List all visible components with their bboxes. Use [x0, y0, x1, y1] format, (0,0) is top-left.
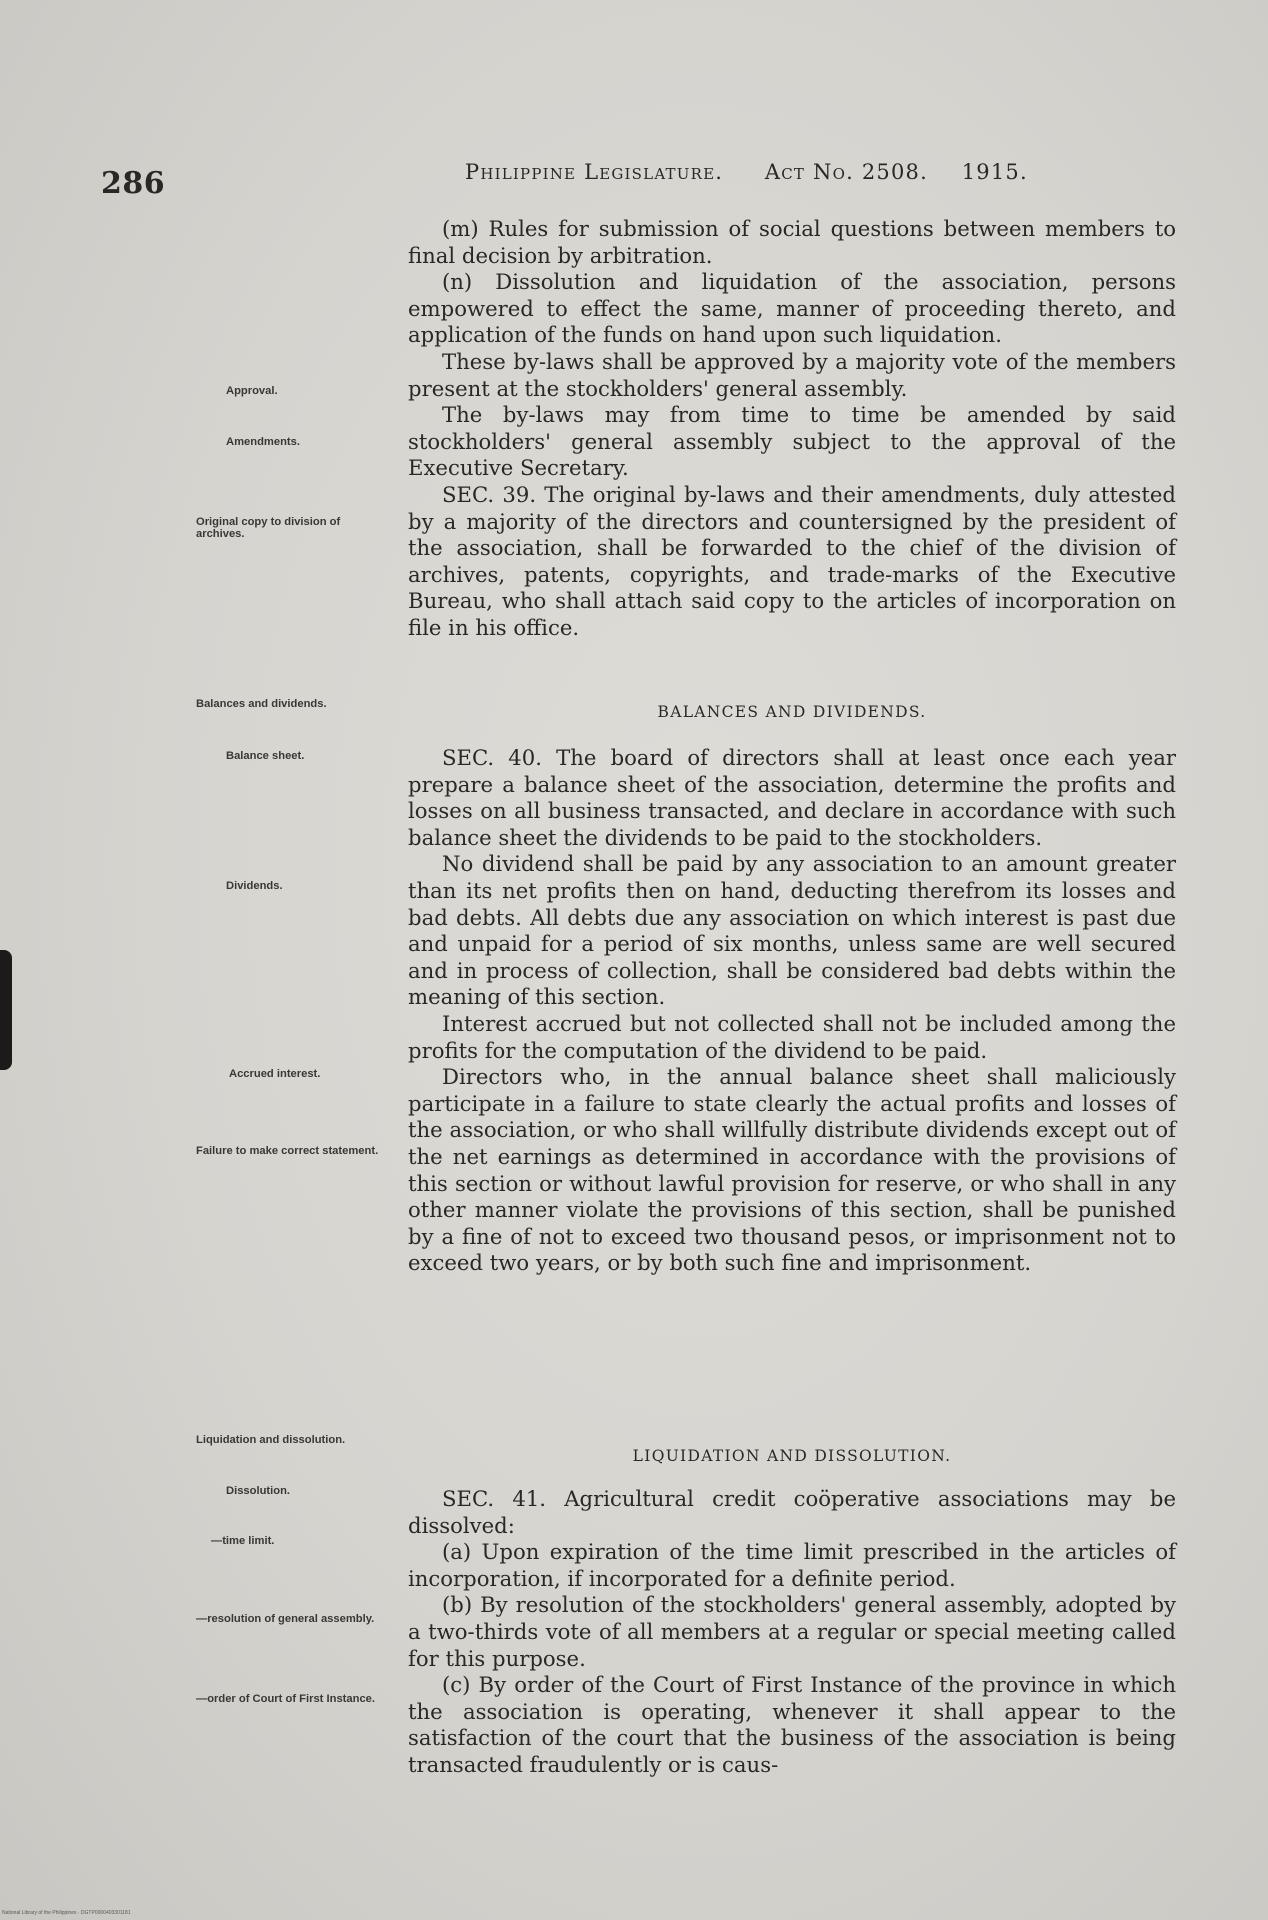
paragraph-n: (n) Dissolution and liquidation of the association, persons empowered to effect the same, manner of proceeding thereto, and application of the funds on hand upon such liquidation.: [408, 269, 1176, 348]
running-head-year: 1915.: [961, 160, 1028, 184]
paragraph-b: (b) By resolution of the stockholders' general assembly, adopted by a two-thirds vote of all members at a regular or special meeting called for this purpose.: [408, 1592, 1176, 1671]
paragraph-sec41: SEC. 41. Agricultural credit coöperative associations may be dissolved:: [408, 1486, 1176, 1538]
library-stamp: National Library of the Philippines · DGTP0000403301181: [2, 1910, 131, 1916]
margin-note-original-copy: Original copy to division of archives.: [196, 516, 341, 540]
page-number: 286: [101, 166, 166, 201]
scan-edge-shadow: [0, 950, 12, 1070]
margin-note-amendments: Amendments.: [226, 436, 300, 448]
margin-note-accrued-interest: Accrued interest.: [229, 1068, 321, 1080]
margin-note-balances-dividends: Balances and dividends.: [196, 698, 327, 710]
text-block-sec40: [408, 745, 1176, 1277]
paragraph-m: (m) Rules for submission of social questions between members to final decision by arbitration.: [408, 216, 1176, 268]
margin-note-dissolution: Dissolution.: [226, 1485, 291, 1497]
running-head-legislature: Philippine Legislature.: [465, 160, 724, 184]
paragraph-amendments: The by-laws may from time to time be amended by said stockholders' general assembly subject to the approval of the Executive Secretary.: [408, 402, 1176, 481]
paragraph-approval: These by-laws shall be approved by a majority vote of the members present at the stockholders' general assembly.: [408, 348, 1176, 401]
margin-note-approval: Approval.: [226, 385, 278, 397]
paragraph-a: (a) Upon expiration of the time limit prescribed in the articles of incorporation, if incorporated for a definite period.: [408, 1539, 1176, 1591]
margin-note-order-court: —order of Court of First Instance.: [196, 1693, 376, 1705]
margin-note-dividends: Dividends.: [226, 880, 283, 892]
paragraph-dividends: No dividend shall be paid by any association to an amount greater than its net profits then on hand, deducting therefrom its losses and bad debts. All debts due any association on which interest is past due and unpaid for a period of six months, unless same are well secured and in process of collection, shall be considered bad debts within the meaning of this section.: [408, 851, 1176, 1010]
paragraph-sec40: SEC. 40. The board of directors shall at least once each year prepare a balance sheet of the association, determine the profits and losses on all business transacted, and declare in accordance with such balance sheet the dividends to be paid to the stockholders.: [408, 745, 1176, 850]
margin-note-resolution: —resolution of general assembly.: [196, 1613, 375, 1625]
paragraph-sec39: SEC. 39. The original by-laws and their amendments, duly attested by a majority of the directors and countersigned by the president of the association, shall be forwarded to the chief of the division of archives, patents, copyrights, and trade-marks of the Executive Bureau, who shall attach said copy to the articles of incorporation on file in his office.: [408, 481, 1176, 640]
heading-balances-dividends: BALANCES AND DIVIDENDS.: [657, 703, 927, 721]
margin-note-liquidation: Liquidation and dissolution.: [196, 1434, 346, 1446]
text-block-sec41: [408, 1486, 1176, 1779]
paragraph-failure: Directors who, in the annual balance sheet shall maliciously participate in a failure to state clearly the actual profits and losses of the association, or who shall willfully distribute dividends except out of the net earnings as determined in accordance with the provisions of this section or without lawful provision for reserve, or who shall in any other manner violate the provisions of this section, shall be punished by a fine of not to exceed two thousand pesos, or imprisonment not to exceed two years, or by both such fine and imprisonment.: [408, 1064, 1176, 1276]
paragraph-accrued-interest: Interest accrued but not collected shall not be included among the profits for the computation of the dividend to be paid.: [408, 1010, 1176, 1063]
text-block-sec39: [408, 216, 1176, 642]
heading-liquidation-dissolution: LIQUIDATION AND DISSOLUTION.: [632, 1447, 952, 1465]
margin-note-failure: Failure to make correct statement.: [196, 1145, 379, 1157]
running-head: [465, 160, 1028, 184]
paragraph-c: (c) By order of the Court of First Instance of the province in which the association is operating, whenever it shall appear to the satisfaction of the court that the business of the association is being transacted fraudulently or is caus-: [408, 1672, 1176, 1777]
margin-note-balance-sheet: Balance sheet.: [226, 750, 305, 762]
margin-note-time-limit: —time limit.: [211, 1535, 275, 1547]
running-head-act: Act No. 2508.: [764, 160, 928, 184]
